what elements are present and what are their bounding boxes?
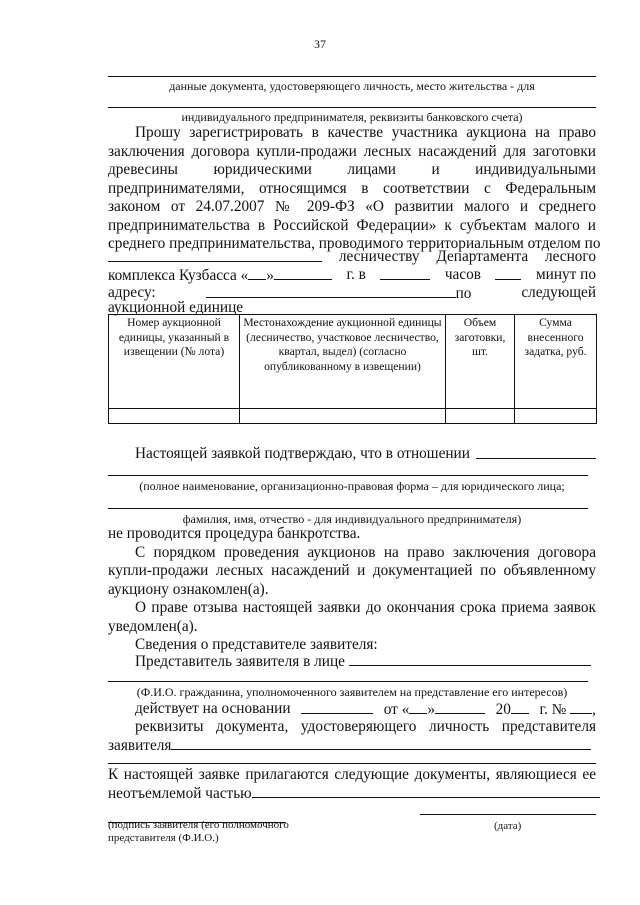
basis-line: действует на основании от « » 20 г. № ,	[135, 700, 596, 718]
fullname-caption-1: (полное наименование, организационно-правовая форма – для юридического лица;	[139, 479, 565, 493]
representative-id-text: реквизиты документа, удостоверяющего личность представителя	[135, 718, 596, 735]
auction-date-line: комплекса Кузбасса « » г. в часов минут по	[108, 266, 596, 284]
representative-name-field[interactable]	[349, 652, 591, 666]
month-field[interactable]	[274, 266, 332, 280]
forestry-name-field[interactable]	[108, 248, 322, 262]
fullname-caption-2: фамилия, имя, отчество - для индивидуального предпринимателя)	[182, 512, 522, 526]
col-lot-number: Номер аукционной единицы, указанный в извещении (№ лота)	[109, 315, 240, 409]
day-field[interactable]	[248, 266, 266, 280]
applicant-caption-1: данные документа, удостоверяющего личность, место жительства - для	[169, 79, 535, 93]
representative-caption: (Ф.И.О. гражданина, уполномоченного заявителем на представление его интересов)	[136, 685, 568, 699]
applicant-name-field[interactable]	[476, 445, 596, 459]
col-location: Местонахождение аукционной единицы (лесничество, участковое лесничество, квартал, выдел) (согласно опубликованному в извещении)	[240, 315, 446, 409]
basis-document-field[interactable]	[301, 700, 373, 714]
col-volume: Объем заготовки, шт.	[446, 315, 515, 409]
minutes-field[interactable]	[495, 266, 521, 280]
representative-id-field[interactable]	[171, 736, 591, 750]
forestry-line: лесничеству Департамента лесного	[108, 248, 596, 267]
applicant-details-line[interactable]	[108, 107, 596, 108]
auction-unit-table	[108, 314, 597, 424]
address-field[interactable]	[206, 284, 456, 298]
date-line[interactable]	[420, 814, 596, 815]
section-divider	[108, 763, 596, 764]
representative-line: Представитель заявителя в лице	[135, 652, 591, 672]
applicant-fio-line[interactable]	[108, 508, 588, 509]
table-header-row	[109, 315, 597, 409]
basis-day-field[interactable]	[409, 700, 427, 714]
table-row	[109, 409, 597, 424]
volume-cell[interactable]	[446, 409, 515, 424]
applicant-caption-2: индивидуального предпринимателя, реквизиты банковского счета)	[181, 110, 523, 124]
hours-field[interactable]	[380, 266, 430, 280]
date-caption: (дата)	[494, 820, 522, 832]
signature-caption: (подпись заявителя (его полномочного представителя (Ф.И.О.)	[108, 819, 289, 844]
basis-number-field[interactable]	[570, 700, 592, 714]
basis-month-field[interactable]	[435, 700, 485, 714]
address-line: адресу: по следующей	[108, 284, 596, 302]
attachments-field[interactable]	[252, 784, 600, 798]
basis-year-field[interactable]	[511, 700, 529, 714]
confirm-line: Настоящей заявкой подтверждаю, что в отношении	[108, 445, 596, 464]
page-number: 37	[314, 37, 326, 51]
request-paragraph: Прошу зарегистрировать в качестве участника аукциона на право заключения договора купли-продажи лесных насаждений для заготовки древесины юридическими лицами и индивидуальными предпринимателями, относящимся в соответствии с Федеральным законом от 24.07.2007 № 209-ФЗ «О развитии малого и среднего предпринимательства в Российской Федерации» к субъектам малого и среднего предпринимательства, проводимого территориальным отделом по	[108, 124, 601, 252]
confirm-paragraph: не проводится процедура банкротства. С порядком проведения аукционов на право заключения договора купли-продажи лесных насаждений и документацией по объявленному аукциону ознакомлен(а). О праве отзыва настоящей заявки до окончания срока приема заявок уведомлен(а).	[108, 525, 596, 635]
representative-fio-line[interactable]	[108, 681, 588, 682]
lot-number-cell[interactable]	[109, 409, 240, 424]
auction-unit-text: аукционной единице	[108, 299, 244, 316]
location-cell[interactable]	[240, 409, 446, 424]
attachments-line: неотъемлемой частью	[108, 784, 600, 804]
attachments-text: К настоящей заявке прилагаются следующие документы, являющиеся ее	[108, 766, 596, 783]
col-deposit: Сумма внесенного задатка, руб.	[515, 315, 597, 409]
representative-heading: Сведения о представителе заявителя:	[135, 636, 378, 653]
applicant-fullname-line[interactable]	[108, 475, 588, 476]
applicant-data-line[interactable]	[108, 76, 596, 77]
representative-id-line: заявителя	[108, 736, 591, 756]
deposit-cell[interactable]	[515, 409, 597, 424]
